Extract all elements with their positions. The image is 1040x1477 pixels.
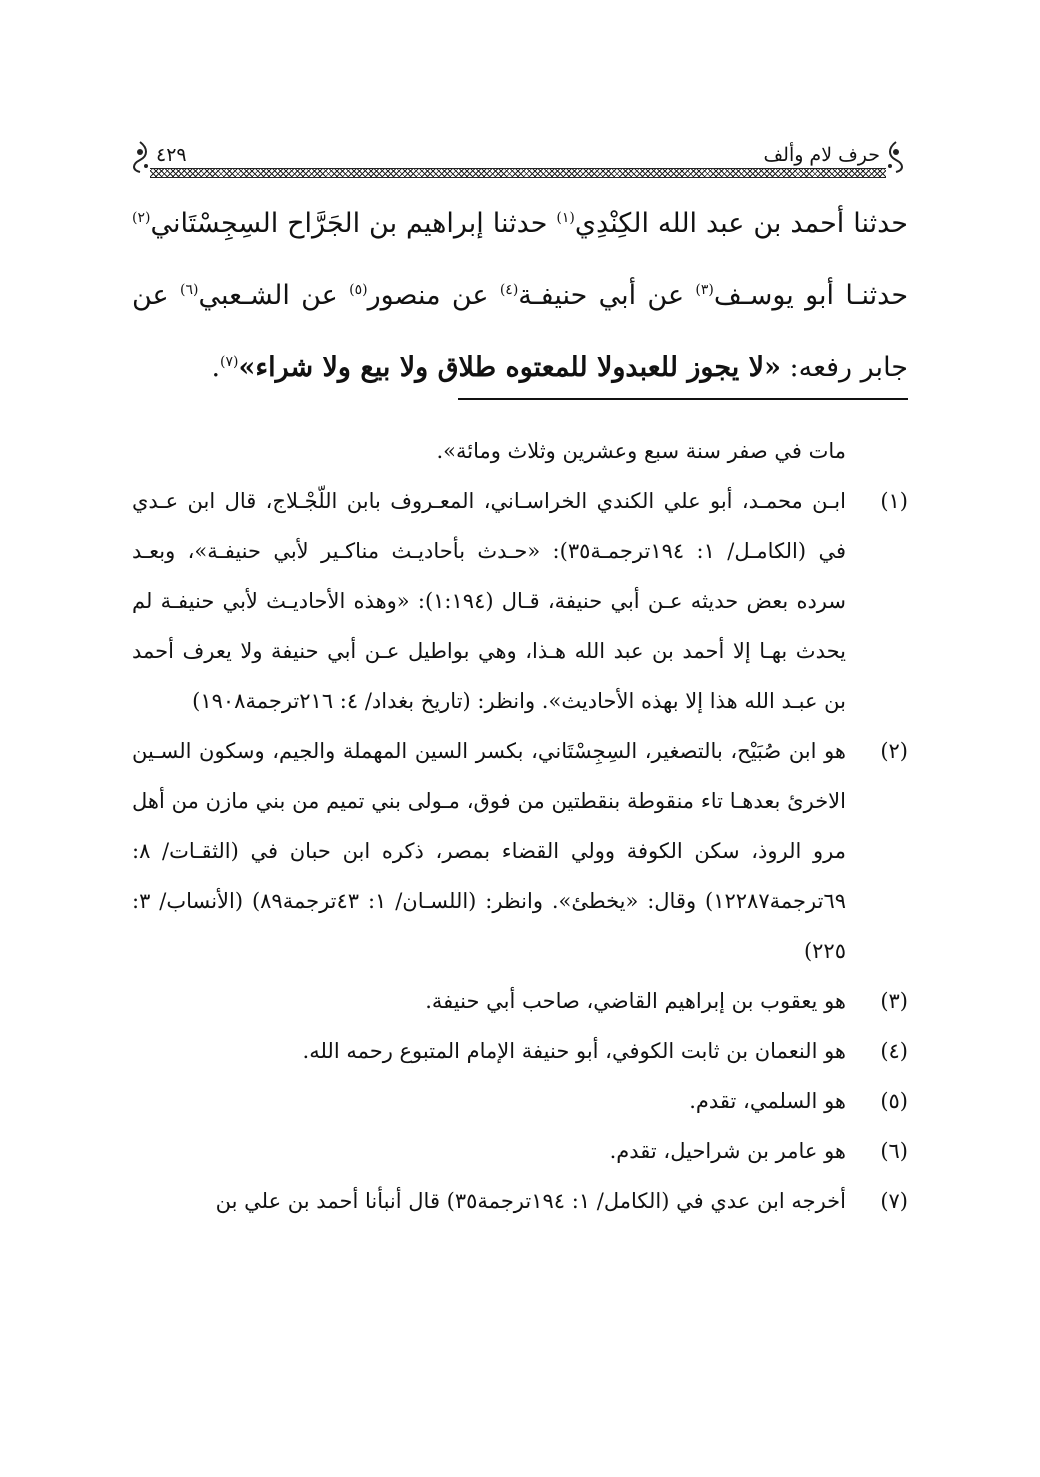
text-run: . [211, 352, 221, 383]
footnote-number: (٥) [880, 1089, 908, 1113]
footnote-ref: (٣) [695, 282, 714, 298]
footnote-7 [132, 1176, 908, 1226]
footnote-2 [132, 726, 908, 976]
text-run: عن أبي حنيفـة [518, 280, 696, 311]
footnote-ref: (٦) [179, 282, 199, 298]
text-run: حدثنا إبراهيم بن الجَرَّاح السِجِسْتَاني [150, 208, 557, 239]
footnote-continuation: مات في صفر سنة سبع وعشرين وثلاث ومائة». [436, 439, 846, 463]
header-title: حرف لام وألف [763, 144, 880, 166]
footnote-number: (١) [880, 489, 908, 513]
footnote-text: أخرجه ابن عدي في (الكامل/ ١: ١٩٤ترجمة٣٥) قال أنبأنا أحمد بن علي بن [215, 1189, 846, 1213]
text-run: حدثنا أحمد بن عبد الله الكِنْدِي [574, 208, 908, 239]
text-run: عن جابر رفعه: [132, 280, 908, 383]
footnote-ref: (١) [556, 210, 575, 226]
footnote-text: هو عامر بن شراحيل، تقدم. [609, 1139, 846, 1163]
footnote-ref: (٤) [499, 282, 519, 298]
footnote-ref: (٧) [220, 354, 239, 370]
footnote-6 [132, 1126, 908, 1176]
text-run: حدثنـا أبو يوسـف [713, 280, 909, 311]
ornament-icon [884, 140, 908, 174]
footnote-number: (٦) [880, 1139, 908, 1163]
footnotes [132, 426, 908, 1226]
footnote-text: هو النعمان بن ثابت الكوفي، أبو حنيفة الإمام المتبوع رحمه الله. [302, 1039, 846, 1063]
footnote-number: (٧) [880, 1189, 908, 1213]
footnote-ref: (٥) [349, 282, 368, 298]
footnote-number: (٤) [880, 1039, 908, 1063]
text-run: عن الشـعبي [198, 280, 350, 311]
main-text [132, 188, 908, 404]
ornament-icon [128, 140, 152, 174]
footnote-text: ابـن محمـد، أبو علي الكندي الخراسـاني، المعـروف بابن اللّجْـلاج، قال ابن عـدي في (الكامـل/ ١: ١٩٤ترجمـة٣٥): «حـدث بأحاديـث مناكـير لأبي حنيفـة»، وبعـد سرده بعض حديثه عـن أبي حنيفة، قـال (١:١٩٤): «وهذه الأحاديـث لأبي حنيفـة لم يحدث بهـا إلا أحمد بن عبد الله هـذا، وهي بواطيل عـن أبي حنيفة ولا يعرف أحمد بن عبـد الله هذا إلا بهذه الأحاديث». وانظر: (تاريخ بغداد/ ٤: ٢١٦ترجمة١٩٠٨) [132, 489, 846, 713]
footnote-text: هو يعقوب بن إبراهيم القاضي، صاحب أبي حنيفة. [425, 989, 846, 1013]
footnote-number: (٣) [880, 989, 908, 1013]
footnote-ref: (٢) [132, 210, 151, 226]
text-run: عن منصور [367, 280, 500, 311]
footnote-4 [132, 1026, 908, 1076]
footnote-text: هو ابن صُبَيْح، بالتصغير، السِجِسْتَاني، بكسر السين المهملة والجيم، وسكون السـين الاخرئ بعدهـا تاء منقوطة بنقطتين من فوق، مـولى بني تميم من بني مازن من أهل مرو الروذ، سكن الكوفة وولي القضاء بمصر، ذكره ابن حبان في (الثقـات/ ٨: ٦٩ترجمة١٢٢٨٧) وقال: «يخطئ». وانظر: (اللسـان/ ١: ٤٣ترجمة٨٩) (الأنساب/ ٣: ٢٢٥) [132, 739, 846, 963]
footnote-5 [132, 1076, 908, 1126]
page-number: ٤٢٩ [156, 144, 187, 166]
hadith-text: «لا يجوز للعبدولا للمعتوه طلاق ولا بيع ولا شراء» [238, 352, 781, 383]
footnote-text: هو السلمي، تقدم. [689, 1089, 846, 1113]
footnote-divider [458, 398, 908, 400]
footnote-1 [132, 476, 908, 726]
footnote-3 [132, 976, 908, 1026]
footnote-number: (٢) [880, 739, 908, 763]
running-header [128, 138, 908, 178]
header-rule [150, 168, 886, 178]
